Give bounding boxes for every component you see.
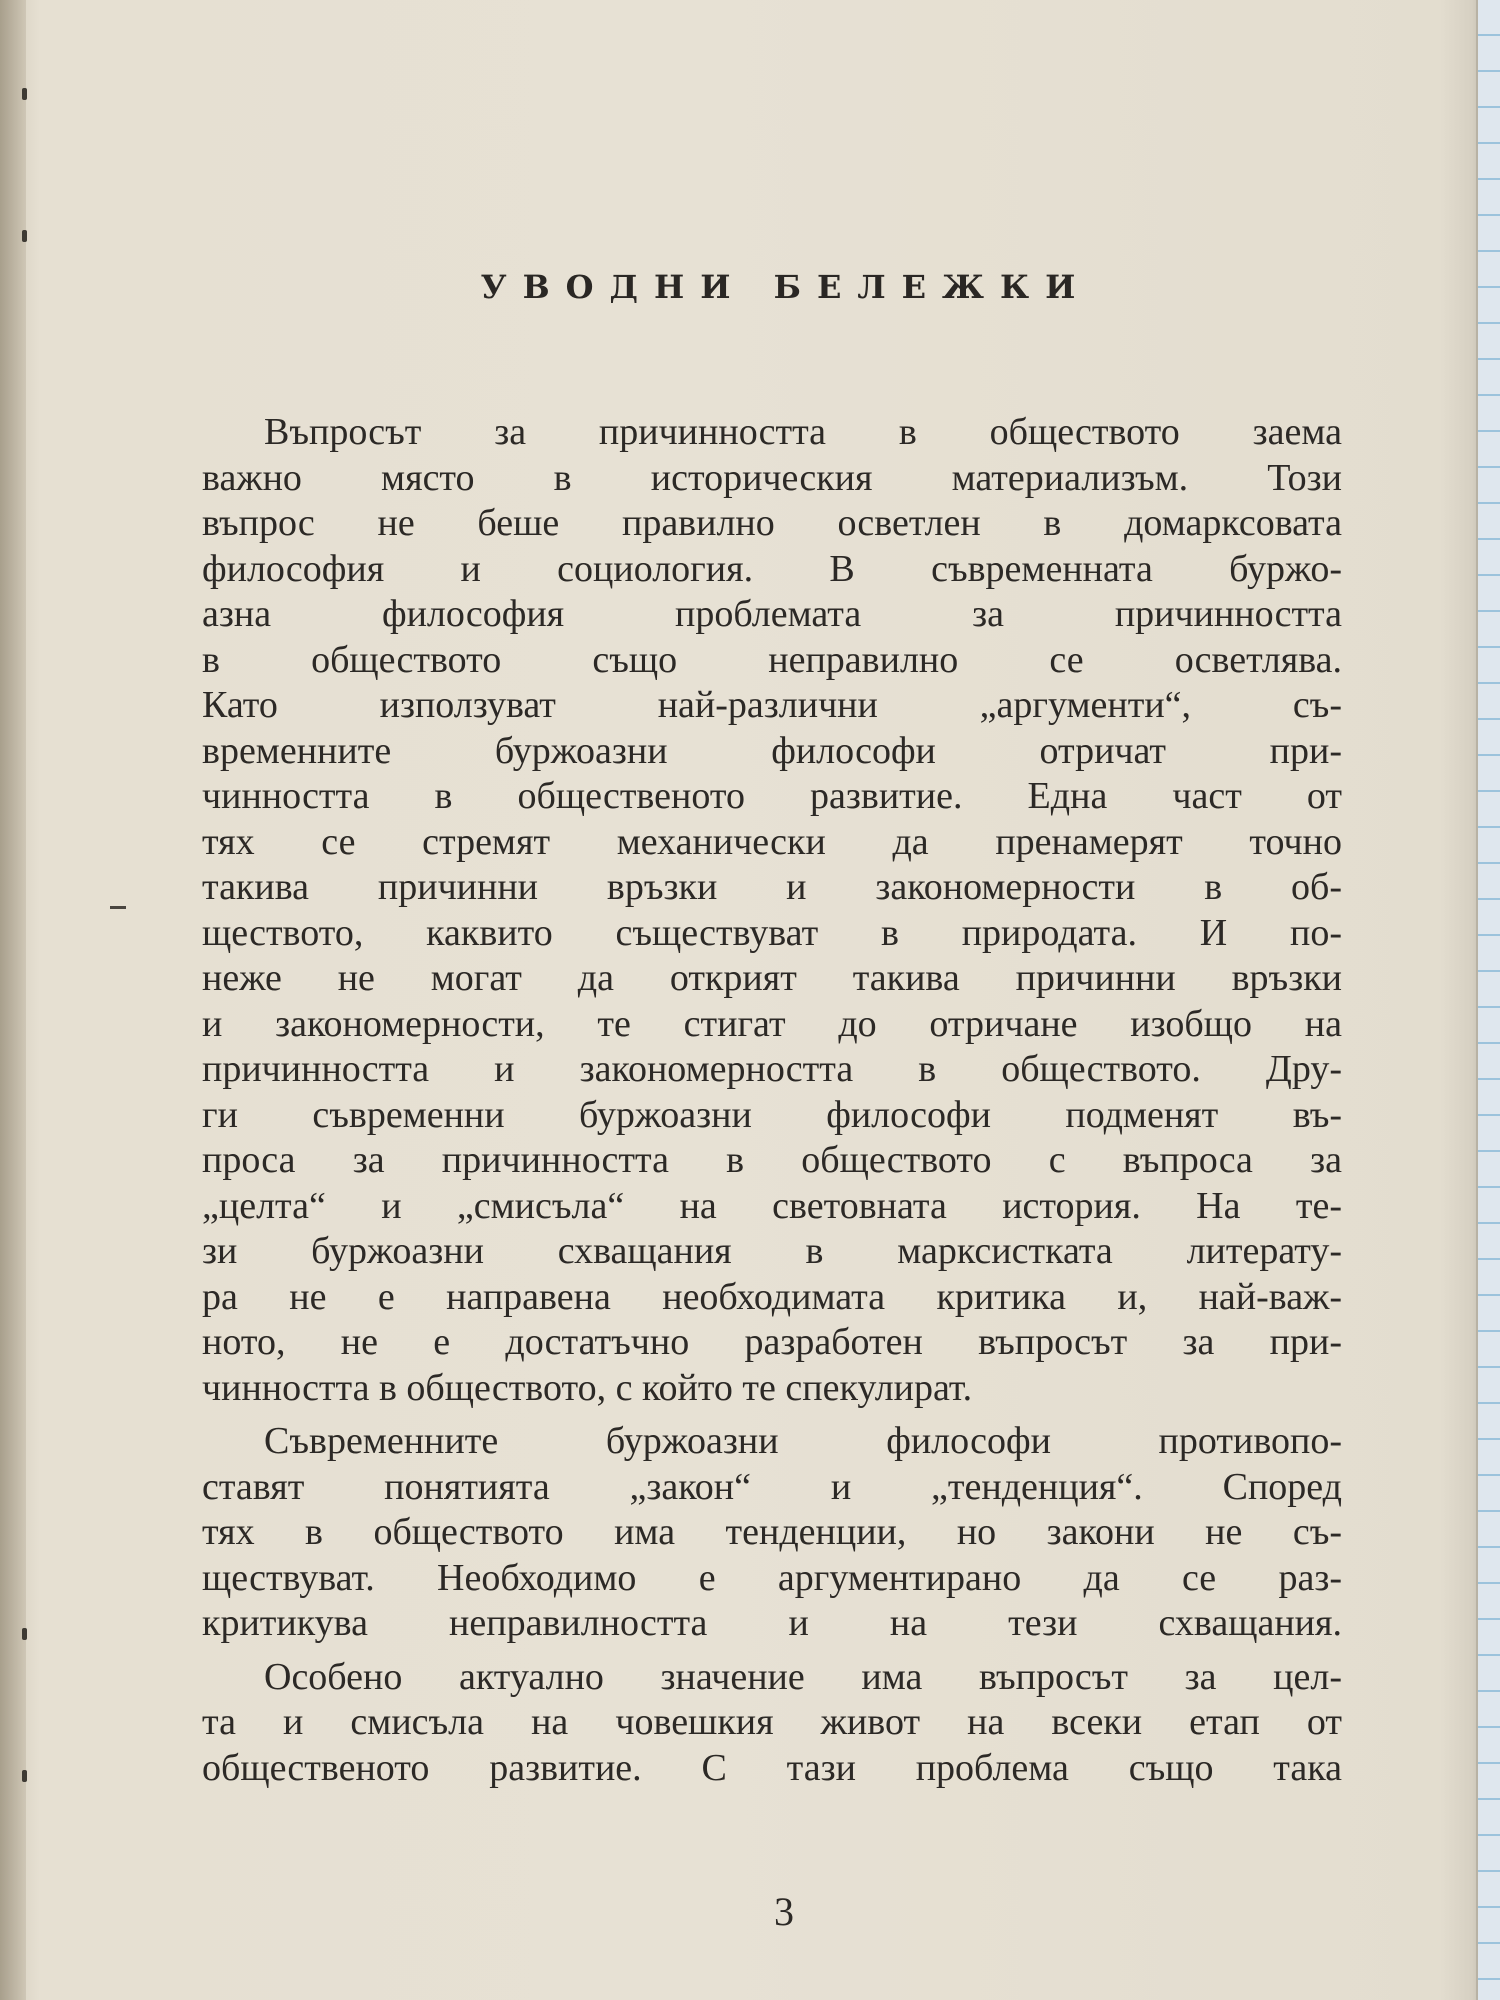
text-line: ното, не е достатъчно разработен въпросът за при- <box>202 1321 1342 1363</box>
text-line: в обществото също неправилно се осветлява. <box>202 638 1342 681</box>
text-line: чинността в общественото развитие. Една част от <box>202 775 1342 817</box>
text-line: въпрос не беше правилно осветлен в домарксовата <box>202 502 1342 544</box>
text-line: азна философия проблемата за причинността <box>202 593 1342 635</box>
text-line: проса за причинността в обществото с въпроса за <box>202 1139 1342 1181</box>
text-line: и закономерности, те стигат до отричане изобщо на <box>202 1002 1342 1045</box>
book-spine-edge <box>0 0 26 2000</box>
text-line: ставят понятията „закон“ и „тенденция“. Според <box>202 1465 1342 1508</box>
text-line: критикува неправилността и на тези схващания. <box>202 1602 1342 1644</box>
text-line: неже не могат да открият такива причинни връзки <box>202 957 1342 999</box>
book-page <box>26 0 1478 2000</box>
text-line: ги съвременни буржоазни философи подменят въ- <box>202 1093 1342 1136</box>
text-line: Като използуват най-различни „аргументи“, съ- <box>202 684 1342 726</box>
text-line: „целта“ и „смисъла“ на световната история. На те- <box>202 1184 1342 1227</box>
text-line: ществото, каквито съществуват в природата. И по- <box>202 911 1342 954</box>
paragraph <box>202 410 1342 1411</box>
text-line: ра не е направена необходимата критика и, най-важ- <box>202 1275 1342 1318</box>
text-line: Въпросът за причинността в обществото заема <box>264 411 1342 453</box>
text-line: чинността в обществото, с който те спекулират. <box>202 1366 973 1409</box>
page-title: УВОДНИ БЕЛЕЖКИ <box>480 268 1092 306</box>
text-line: тях в обществото има тенденции, но закони не съ- <box>202 1511 1342 1553</box>
page-number: 3 <box>774 1889 794 1934</box>
body-text <box>202 410 1342 1791</box>
text-line: зи буржоазни схващания в марксистката литерату- <box>202 1230 1342 1272</box>
text-line: Съвременните буржоазни философи противопо- <box>264 1420 1342 1462</box>
text-line: философия и социология. В съвременната буржо- <box>202 547 1342 590</box>
text-line: общественото развитие. С тази проблема също така <box>202 1746 1342 1789</box>
text-line: временните буржоазни философи отричат при- <box>202 729 1342 772</box>
paragraph <box>202 1655 1342 1792</box>
text-line: ществуват. Необходимо е аргументирано да се раз- <box>202 1556 1342 1599</box>
text-line: важно място в историческия материализъм. Този <box>202 456 1342 499</box>
text-line: тях се стремят механически да пренамерят точно <box>202 820 1342 863</box>
text-line: такива причинни връзки и закономерности в об- <box>202 866 1342 908</box>
paragraph <box>202 1419 1342 1647</box>
paragraph-gap <box>202 1647 1342 1655</box>
text-line: Особено актуално значение има въпросът за цел- <box>264 1655 1342 1698</box>
text-line: причинността и закономерността в обществото. Дру- <box>202 1048 1342 1090</box>
margin-mark <box>110 906 126 909</box>
text-line: та и смисъла на човешкия живот на всеки етап от <box>202 1701 1342 1743</box>
paragraph-gap <box>202 1411 1342 1419</box>
